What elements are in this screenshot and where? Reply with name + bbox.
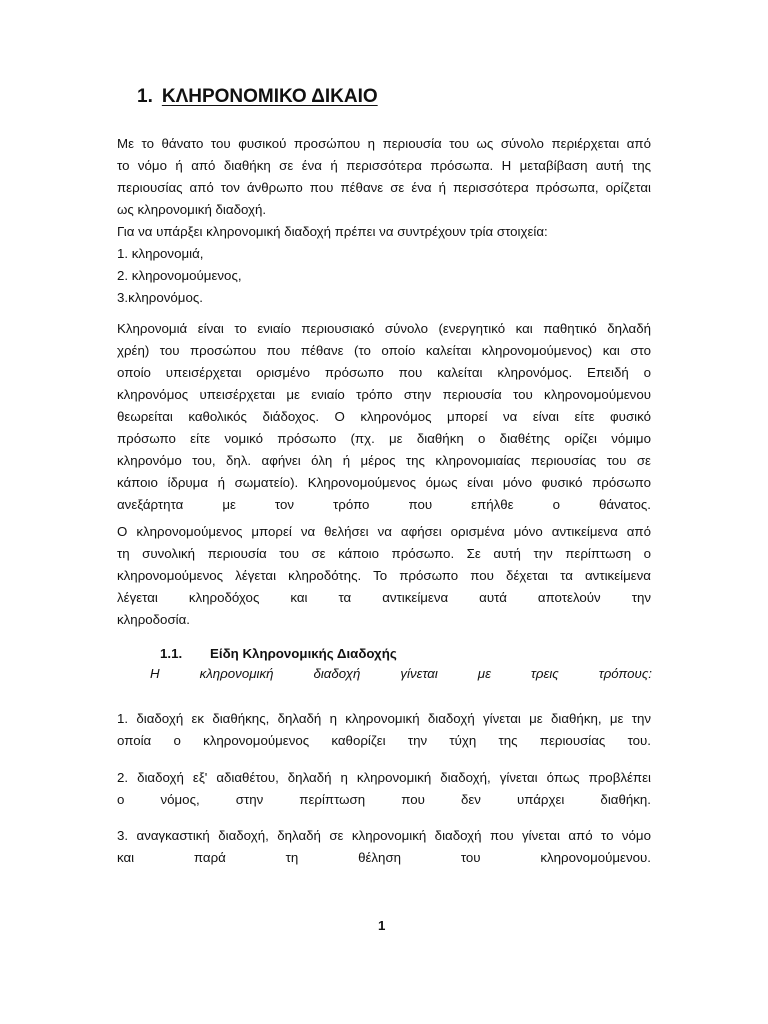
text-line: οποίο υπεισέρχεται ορισμένο πρόσωπο που καλείται κληρονόμος. Επειδή ο: [117, 365, 651, 380]
text-line: τη συνολική περιουσία του σε κάποιο πρόσωπο. Σε αυτή την περίπτωση ο: [117, 546, 651, 561]
page-title: [137, 86, 378, 108]
legacy-paragraph: [117, 521, 651, 631]
text-line: 3. αναγκαστική διαδοχή, δηλαδή σε κληρονομική διαδοχή που γίνεται από το νόμο: [117, 828, 651, 843]
text-line: θεωρείται καθολικός διάδοχος. Ο κληρονόμος μπορεί να είναι είτε φυσικό: [117, 409, 651, 424]
intro-paragraph: [117, 133, 651, 309]
text-line: κάποιο ίδρυμα ή σωματείο). Κληρονομούμενος όμως είναι μόνο φυσικό πρόσωπο: [117, 475, 651, 490]
subheading-number: 1.1.: [160, 646, 183, 661]
text-line: Κληρονομιά είναι το ενιαίο περιουσιακό σύνολο (ενεργητικό και παθητικό δηλαδή: [117, 321, 651, 336]
italic-intro-line: Η κληρονομική διαδοχή γίνεται με τρεις τρόπους:: [150, 666, 652, 681]
text-line: πρόσωπο είτε νομικό πρόσωπο (πχ. με διαθήκη ο διαθέτης ορίζει νόμιμο: [117, 431, 651, 446]
inheritance-paragraph: [117, 318, 651, 516]
list-item: 1. κληρονομιά,: [117, 246, 204, 261]
text-line: Με το θάνατο του φυσικού προσώπου η περιουσία του ως σύνολο περιέρχεται από: [117, 136, 651, 151]
text-line: ο νόμος, στην περίπτωση που δεν υπάρχει διαθήκη.: [117, 792, 651, 807]
list-item: 3.κληρονόμος.: [117, 290, 203, 305]
succession-item-3: [117, 825, 651, 869]
text-line: κληρονόμο του, δηλ. αφήνει όλη ή μέρος της κληρονομιαίας περιουσίας του σε: [117, 453, 651, 468]
text-line: οποία ο κληρονομούμενος καθορίζει την τύχη της περιουσίας του.: [117, 733, 651, 748]
text-line: κληροδοσία.: [117, 612, 190, 627]
subheading-text: Είδη Κληρονομικής Διαδοχής: [210, 646, 397, 661]
succession-item-2: [117, 767, 651, 811]
text-line: το νόμο ή από διαθήκη σε ένα ή περισσότερα πρόσωπα. Η μεταβίβαση αυτή της: [117, 158, 651, 173]
text-line: λέγεται κληροδόχος και τα αντικείμενα αυτά αποτελούν την: [117, 590, 651, 605]
text-line: χρέη) του προσώπου που πέθανε (το οποίο καλείται κληρονομούμενος) και στο: [117, 343, 651, 358]
title-text: ΚΛΗΡΟΝΟΜΙΚΟ ΔΙΚΑΙΟ: [161, 86, 378, 107]
text-line: 2. διαδοχή εξ' αδιαθέτου, δηλαδή η κληρονομική διαδοχή, γίνεται όπως προβλέπει: [117, 770, 651, 785]
list-item: 2. κληρονομούμενος,: [117, 268, 242, 283]
text-line: κληρονόμος υπεισέρχεται με ενιαίο τρόπο στην περιουσία του κληρονομούμενου: [117, 387, 651, 402]
section-subheading: [160, 646, 397, 661]
text-line: Ο κληρονομούμενος μπορεί να θελήσει να αφήσει ορισμένα μόνο αντικείμενα από: [117, 524, 651, 539]
text-line: περιουσίας από τον άνθρωπο που πέθανε σε ένα ή περισσότερα πρόσωπα, ορίζεται: [117, 180, 651, 195]
text-line: ανεξάρτητα με τον τρόπο που επήλθε ο θάνατος.: [117, 497, 651, 512]
text-line: και παρά τη θέληση του κληρονομούμενου.: [117, 850, 651, 865]
succession-item-1: [117, 708, 651, 752]
page-number: 1: [378, 918, 386, 933]
text-line: Για να υπάρξει κληρονομική διαδοχή πρέπει να συντρέχουν τρία στοιχεία:: [117, 224, 548, 239]
title-number: 1.: [137, 86, 153, 107]
text-line: 1. διαδοχή εκ διαθήκης, δηλαδή η κληρονομική διαδοχή γίνεται με διαθήκη, με την: [117, 711, 651, 726]
text-line: ως κληρονομική διαδοχή.: [117, 202, 267, 217]
text-line: κληρονομούμενος λέγεται κληροδότης. Το πρόσωπο που δέχεται τα αντικείμενα: [117, 568, 651, 583]
